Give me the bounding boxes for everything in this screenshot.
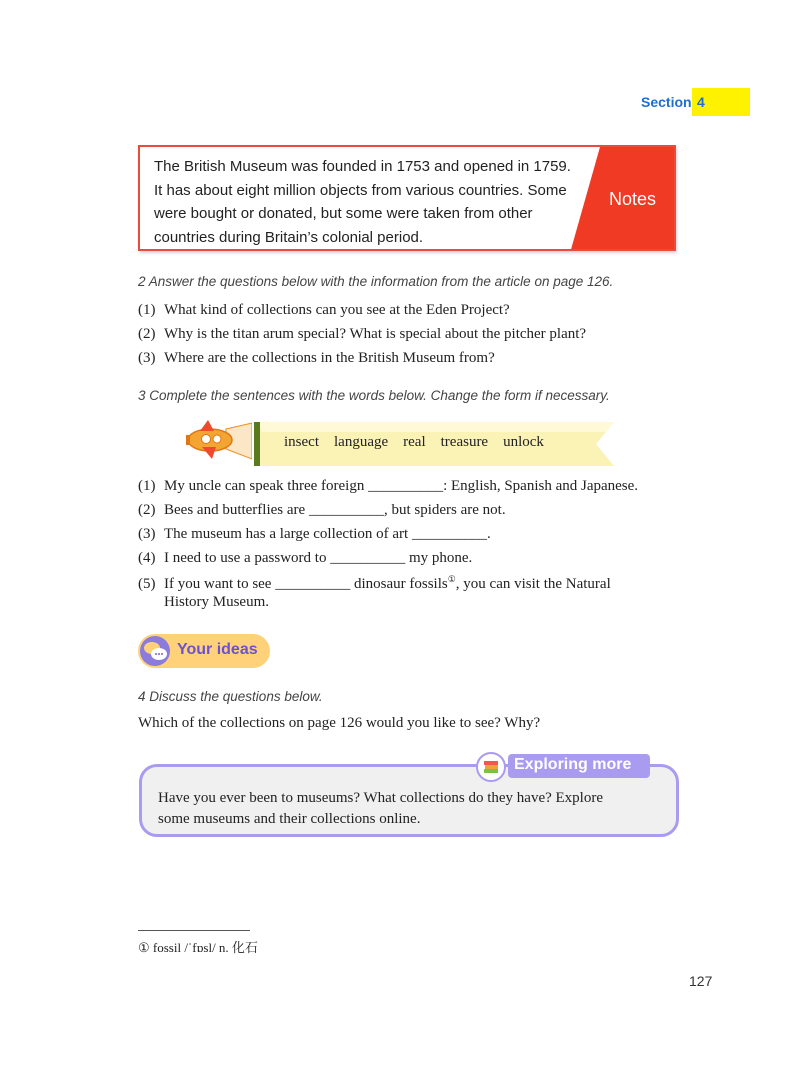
q3-item-text: I need to use a password to __________ my phone. (164, 550, 473, 566)
q2-item (138, 302, 510, 319)
notes-text (154, 155, 584, 249)
q3-item-text: Bees and butterflies are __________, but spiders are not. (164, 502, 506, 518)
q3-item (138, 574, 611, 593)
q3-item-text: My uncle can speak three foreign __________: English, Spanish and Japanese. (164, 478, 639, 494)
notes-line: The British Museum was founded in 1753 and opened in 1759. (154, 158, 571, 175)
word-bank-item: real (403, 434, 426, 450)
q3-item-number: (5) (138, 576, 156, 592)
word-bank-item: language (334, 434, 389, 450)
q3-item-text: , you can visit the Natural (455, 576, 611, 592)
notes-label: Notes (608, 189, 656, 209)
your-ideas-label: Your ideas (177, 641, 258, 658)
q2-item-text: What kind of collections can you see at the Eden Project? (164, 302, 510, 318)
word-bank-item: unlock (503, 434, 544, 450)
q3-item (138, 502, 506, 519)
notes-line: countries during Britain’s colonial period. (154, 228, 424, 246)
q3-item-number: (4) (138, 550, 156, 566)
q3-instruction: 3 Complete the sentences with the words below. Change the form if necessary. (138, 388, 610, 403)
q2-instruction: 2 Answer the questions below with the information from the article on page 126. (138, 274, 614, 289)
footnote-rule (138, 930, 250, 931)
q2-item (138, 326, 586, 343)
page-number: 127 (689, 973, 713, 989)
q4-instruction: 4 Discuss the questions below. (138, 689, 323, 704)
airplane-icon (186, 417, 252, 463)
q3-item (138, 478, 638, 495)
notes-box (138, 145, 676, 251)
q3-item-text: If you want to see __________ dinosaur fossils (164, 576, 448, 592)
q2-item-text: Where are the collections in the British Museum from? (164, 350, 495, 366)
q3-item-continuation: History Museum. (164, 594, 269, 610)
q2-item-text: Why is the titan arum special? What is special about the pitcher plant? (164, 326, 587, 342)
exploring-more-label: Exploring more (514, 756, 632, 773)
q2-item (138, 350, 495, 367)
notes-line: It has about eight million objects from various countries. Some (154, 181, 567, 199)
exploring-more-text (158, 788, 658, 830)
q3-item (138, 526, 491, 543)
exploring-line: some museums and their collections online. (158, 811, 421, 827)
word-bank-item: treasure (440, 434, 489, 450)
q3-item-number: (1) (138, 478, 156, 494)
q3-item (138, 550, 472, 567)
q2-item-number: (1) (138, 302, 156, 318)
notes-line: were bought or donated, but some were taken from other (154, 205, 533, 222)
q3-item-number: (2) (138, 502, 156, 518)
footnote-marker: ① (447, 574, 456, 584)
q4-question: Which of the collections on page 126 would you like to see? Why? (138, 715, 541, 731)
books-icon (476, 752, 506, 782)
q3-item-number: (3) (138, 526, 156, 542)
q2-item-number: (3) (138, 350, 156, 366)
footnote: ① fossil /ˈfɒsl/ n. 化石 (138, 940, 258, 955)
word-bank (284, 434, 559, 451)
exploring-line: Have you ever been to museums? What collections do they have? Explore (158, 790, 603, 806)
q3-item-text: The museum has a large collection of art __________. (164, 526, 491, 542)
section-number: 4 (697, 94, 705, 110)
section-label: Section (641, 94, 692, 110)
q2-item-number: (2) (138, 326, 156, 342)
speech-bubble-icon (140, 636, 170, 666)
word-bank-item: insect (284, 434, 319, 450)
